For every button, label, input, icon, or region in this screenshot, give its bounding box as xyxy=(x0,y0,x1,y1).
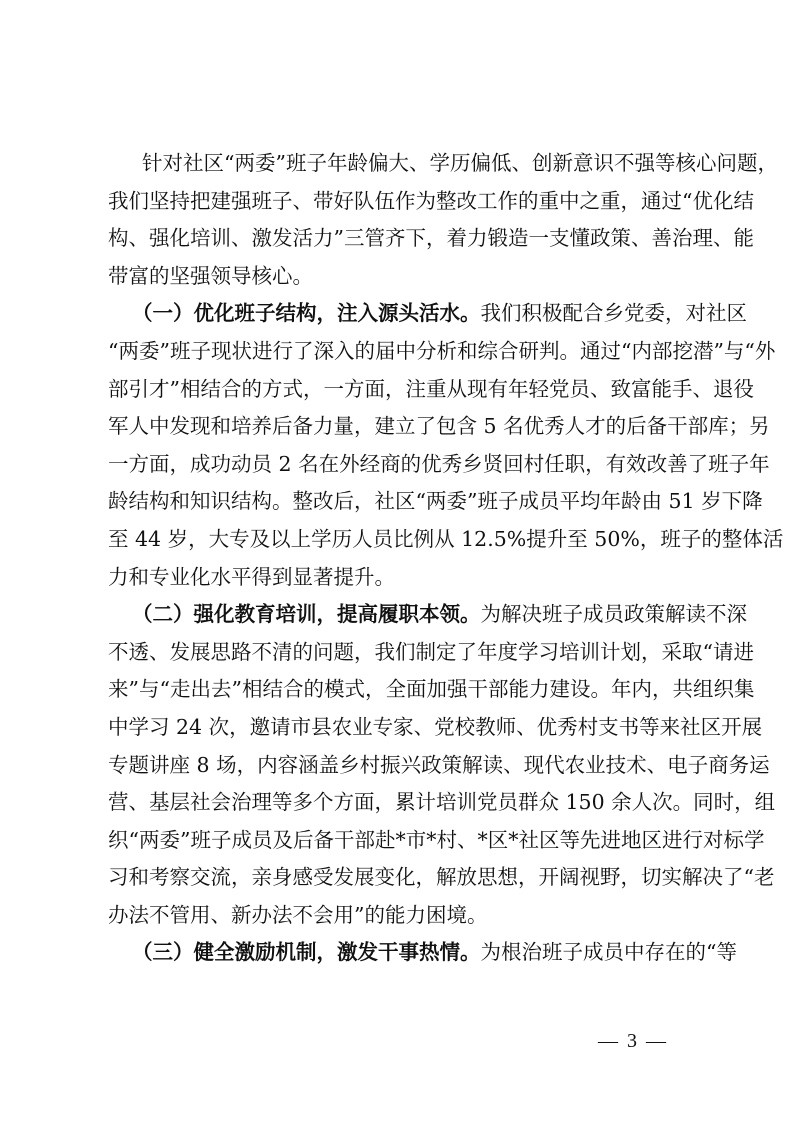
text-line xyxy=(108,671,755,709)
text-line xyxy=(108,333,776,371)
line-text: 针对社区“两委”班子年龄偏大、学历偏低、创新意识不强等核心问题， xyxy=(142,151,778,175)
line-text: 构、强化培训、激发活力”三管齐下，着力锻造一支懂政策、善治理、能 xyxy=(108,226,754,251)
text-line xyxy=(108,371,754,409)
line-text: 为解决班子成员政策解读不深 xyxy=(480,602,747,627)
text-line xyxy=(108,295,747,333)
text-line xyxy=(108,408,770,446)
line-text: 至 44 岁，大专及以上学历人员比例从 12.5%提升至 50%，班子的整体活 xyxy=(108,526,784,551)
text-line xyxy=(108,483,763,521)
line-text: 一方面，成功动员 2 名在外经商的优秀乡贤回村任职，有效改善了班子年 xyxy=(108,451,770,476)
paragraph xyxy=(108,934,737,972)
text-line xyxy=(108,747,770,785)
line-text: “两委”班子现状进行了深入的届中分析和综合研判。通过“内部挖潜”与“外 xyxy=(108,338,776,363)
paragraph xyxy=(108,145,778,295)
document-body xyxy=(108,145,784,972)
page-number: — 3 — xyxy=(598,1030,668,1052)
line-text: 习和考察交流，亲身感受发展变化，解放思想，开阔视野，切实解决了“老 xyxy=(108,865,775,890)
line-text: 织“两委”班子成员及后备干部赴*市*村、*区*社区等先进地区进行对标学 xyxy=(108,827,765,852)
line-text: 军人中发现和培养后备力量，建立了包含 5 名优秀人才的后备干部库；另 xyxy=(108,414,770,439)
line-text: 专题讲座 8 场，内容涵盖乡村振兴政策解读、现代农业技术、电子商务运 xyxy=(108,752,770,777)
section-heading: （一）优化班子结构，注入源头活水。 xyxy=(132,301,481,326)
line-text: 营、基层社会治理等多个方面，累计培训党员群众 150 余人次。同时，组 xyxy=(108,790,776,815)
line-text: 力和专业化水平得到显著提升。 xyxy=(108,564,395,589)
text-line xyxy=(108,559,690,597)
text-line xyxy=(108,897,690,935)
text-line xyxy=(108,859,775,897)
line-text: 为根治班子成员中存在的“等 xyxy=(480,940,737,965)
text-line xyxy=(108,183,754,221)
text-line xyxy=(108,521,784,559)
section-heading: （二）强化教育培训，提高履职本领。 xyxy=(132,602,481,627)
line-text: 来”与“走出去”相结合的模式，全面加强干部能力建设。年内，共组织集 xyxy=(108,677,755,702)
text-line xyxy=(108,145,778,183)
paragraph xyxy=(108,596,776,934)
text-line xyxy=(108,934,737,972)
section-heading: （三）健全激励机制，激发干事热情。 xyxy=(132,940,481,965)
line-text: 带富的坚强领导核心。 xyxy=(108,263,313,288)
text-line xyxy=(108,634,754,672)
line-text: 办法不管用、新办法不会用”的能力困境。 xyxy=(108,902,488,927)
text-line xyxy=(108,709,763,747)
paragraph xyxy=(108,295,784,596)
line-text: 部引才”相结合的方式，一方面，注重从现有年轻党员、致富能手、退役 xyxy=(108,376,754,401)
line-text: 我们坚持把建强班子、带好队伍作为整改工作的重中之重，通过“优化结 xyxy=(108,188,754,213)
text-line xyxy=(108,446,770,484)
text-line xyxy=(108,822,765,860)
text-line xyxy=(108,258,690,296)
text-line xyxy=(108,596,747,634)
text-line xyxy=(108,784,776,822)
text-line xyxy=(108,220,754,258)
line-text: 龄结构和知识结构。整改后，社区“两委”班子成员平均年龄由 51 岁下降 xyxy=(108,489,763,514)
line-text: 不透、发展思路不清的问题，我们制定了年度学习培训计划，采取“请进 xyxy=(108,639,754,664)
line-text: 中学习 24 次，邀请市县农业专家、党校教师、优秀村支书等来社区开展 xyxy=(108,714,763,739)
line-text: 我们积极配合乡党委，对社区 xyxy=(480,301,747,326)
